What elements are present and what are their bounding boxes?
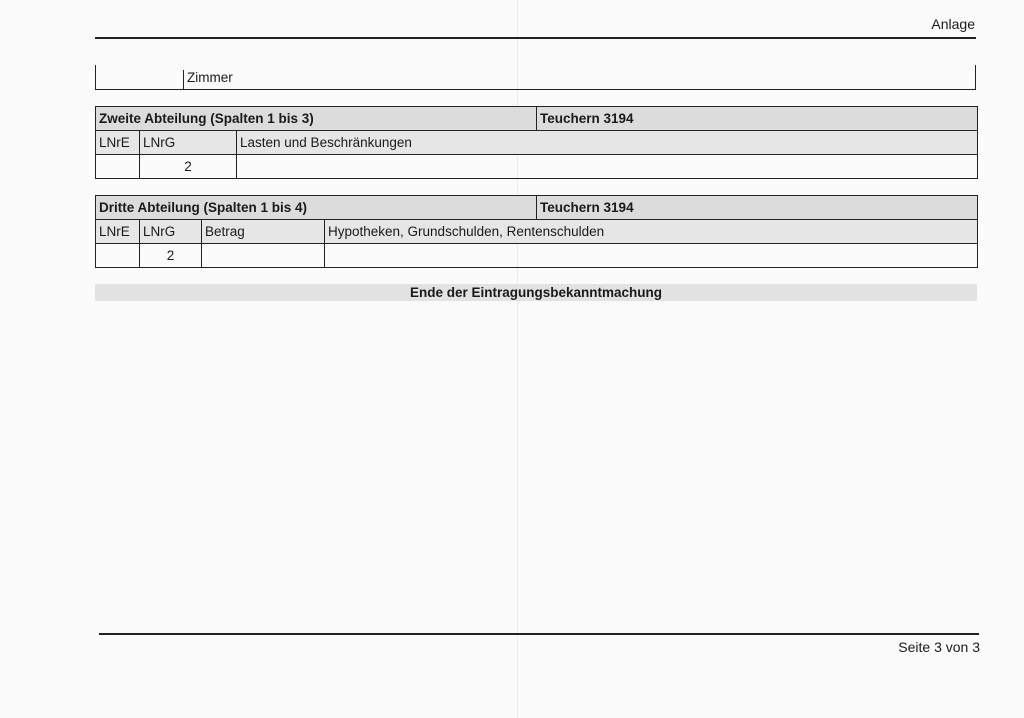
cell-lnrg: 2	[140, 155, 237, 179]
column-header: LNrE	[96, 220, 140, 244]
column-header: Hypotheken, Grundschulden, Rentenschulden	[325, 220, 978, 244]
cell-text	[237, 155, 978, 179]
end-note: Ende der Eintragungsbekanntmachung	[95, 284, 977, 301]
section-2-table	[95, 106, 978, 179]
section-2-title: Zweite Abteilung (Spalten 1 bis 3)	[96, 107, 537, 131]
footer-rule	[99, 633, 979, 635]
section-2-header-row	[96, 131, 978, 155]
column-header: Lasten und Beschränkungen	[237, 131, 978, 155]
section-2-location: Teuchern 3194	[537, 107, 978, 131]
header-label: Anlage	[931, 16, 975, 32]
section-3-table	[95, 195, 978, 268]
cell-text	[325, 244, 978, 268]
table-row	[96, 155, 978, 179]
cell-betrag	[202, 244, 325, 268]
table-row	[96, 244, 978, 268]
section-2-title-row	[96, 107, 978, 131]
section-3-header-row	[96, 220, 978, 244]
cell-lnre	[96, 244, 140, 268]
section-3-location: Teuchern 3194	[537, 196, 978, 220]
fragment-label: Zimmer	[183, 70, 233, 90]
cell-lnrg: 2	[140, 244, 202, 268]
column-header: LNrE	[96, 131, 140, 155]
table-fragment	[95, 65, 976, 90]
column-header: Betrag	[202, 220, 325, 244]
column-header: LNrG	[140, 131, 237, 155]
section-3-title: Dritte Abteilung (Spalten 1 bis 4)	[96, 196, 537, 220]
page-number: Seite 3 von 3	[898, 639, 980, 655]
header-rule	[95, 37, 976, 39]
section-3-title-row	[96, 196, 978, 220]
column-header: LNrG	[140, 220, 202, 244]
cell-lnre	[96, 155, 140, 179]
